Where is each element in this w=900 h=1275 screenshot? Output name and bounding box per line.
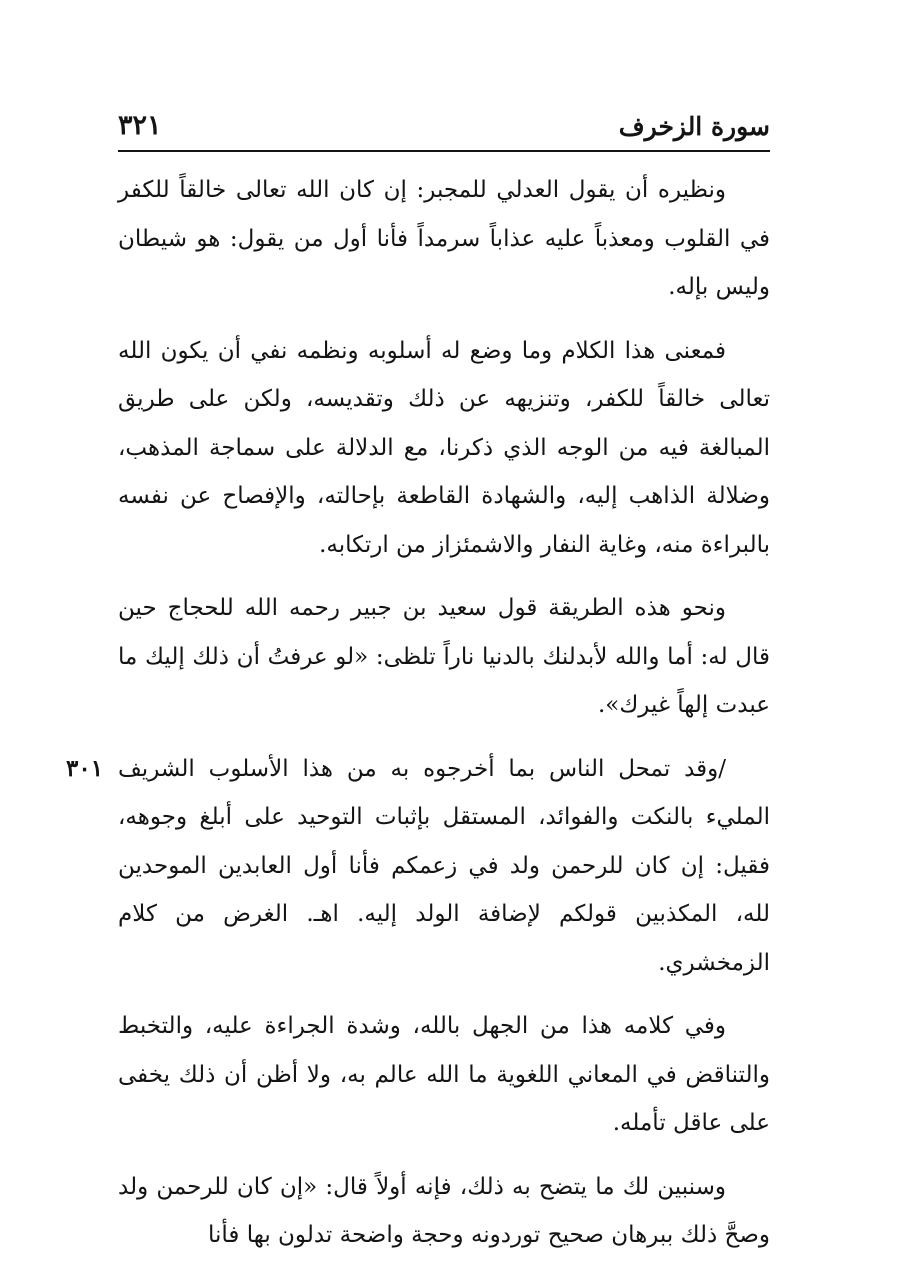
paragraph-4-container <box>66 745 770 988</box>
margin-page-reference: ٣٠١ <box>66 754 104 782</box>
paragraph-1: ونظيره أن يقول العدلي للمجبر: إن كان الله تعالى خالقاً للكفر في القلوب ومعذباً عليه عذاباً سرمداً فأنا أول من يقول: هو شيطان وليس بإله. <box>118 177 770 300</box>
body-text <box>66 166 770 1275</box>
paragraph-5: وفي كلامه هذا من الجهل بالله، وشدة الجراءة عليه، والتخبط والتناقض في المعاني اللغوية ما الله عالم به، ولا أظن أن ذلك يخفى على عاقل تأمله. <box>118 1013 770 1136</box>
page-number: ٣٢١ <box>118 110 162 141</box>
page-header <box>118 108 770 152</box>
paragraph-6: وسنبين لك ما يتضح به ذلك، فإنه أولاً قال: «إن كان للرحمن ولد وصحَّ ذلك ببرهان صحيح توردونه وحجة واضحة تدلون بها فأنا <box>118 1173 770 1248</box>
paragraph-2: فمعنى هذا الكلام وما وضع له أسلوبه ونظمه نفي أن يكون الله تعالى خالقاً للكفر، وتنزيهه عن ذلك وتقديسه، ولكن على طريق المبالغة فيه من الوجه الذي ذكرنا، مع الدلالة على سماجة المذهب، وضلالة الذاهب إليه، والشهادة القاطعة بإحالته، والإفصاح عن نفسه بالبراءة منه، وغاية النفار والاشمئزاز من ارتكابه. <box>118 337 770 558</box>
header-divider <box>118 150 770 152</box>
surah-title: سورة الزخرف <box>618 112 770 141</box>
paragraph-3: ونحو هذه الطريقة قول سعيد بن جبير رحمه الله للحجاج حين قال له: أما والله لأبدلنك بالدنيا ناراً تلظى: «لو عرفتُ أن ذلك إليك ما عبدت إلهاً غيرك». <box>118 595 770 718</box>
paragraph-4: /وقد تمحل الناس بما أخرجوه به من هذا الأسلوب الشريف المليء بالنكت والفوائد، المستقل بإثبات التوحيد على أبلغ وجوهه، فقيل: إن كان للرحمن ولد في زعمكم فأنا أول العابدين الموحدين لله، المكذبين قولكم لإضافة الولد إليه. اهـ. الغرض من كلام الزمخشري. <box>118 755 770 976</box>
